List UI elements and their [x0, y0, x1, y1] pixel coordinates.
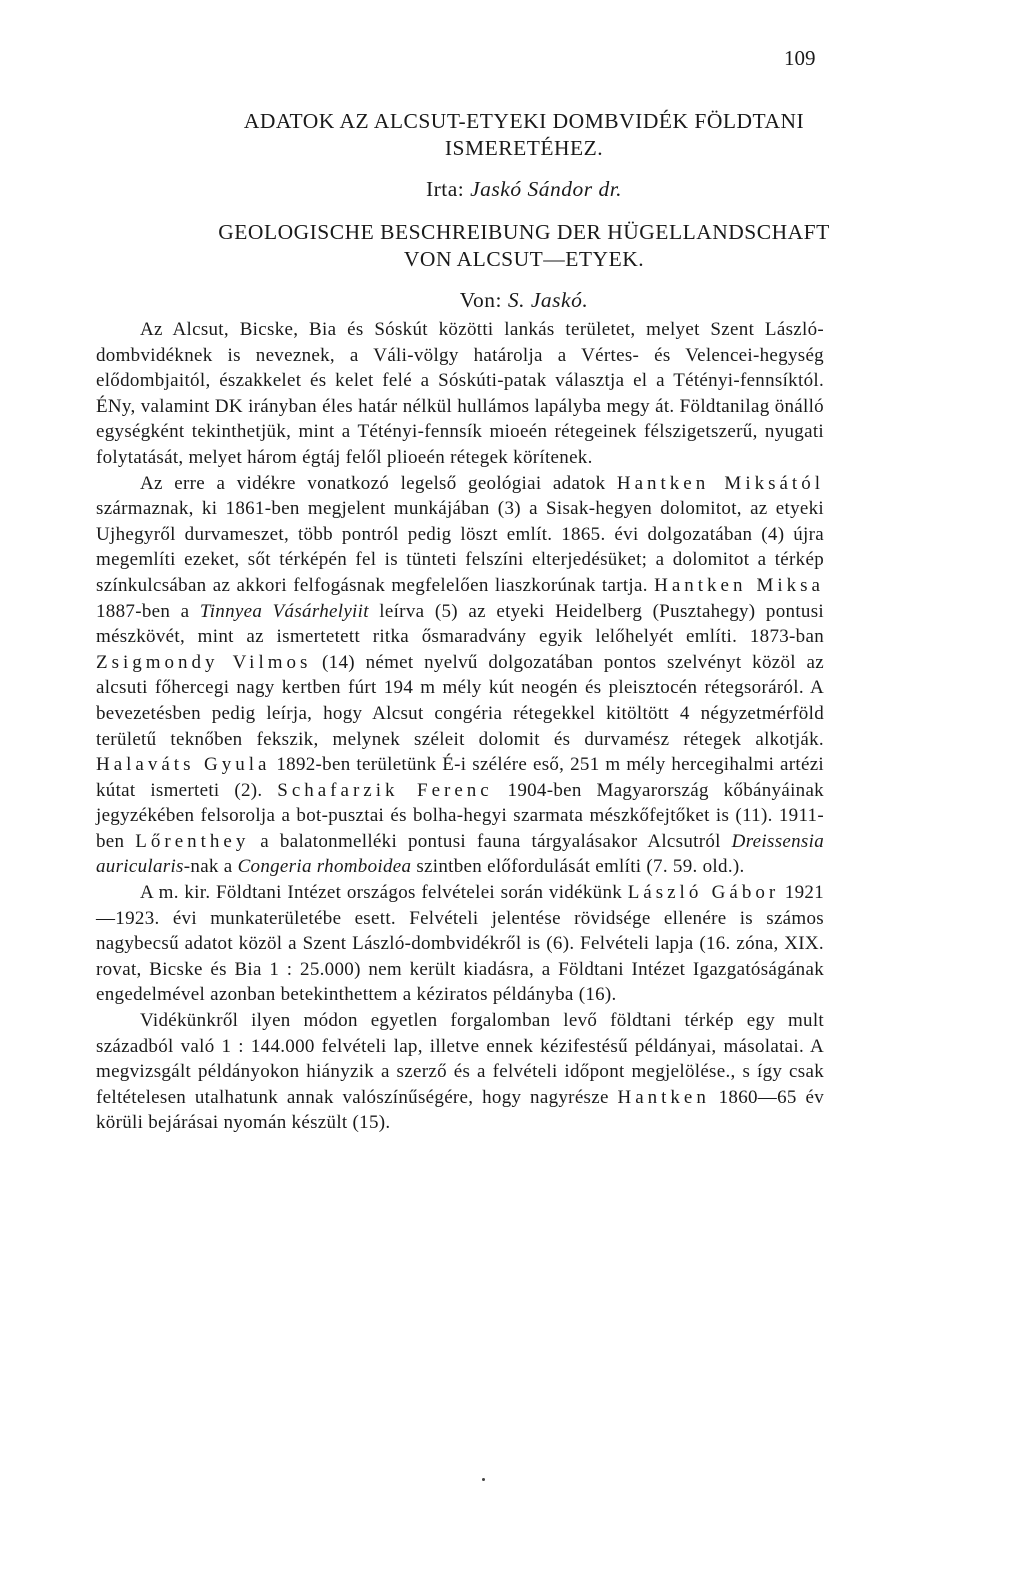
author-name: S. Jaskó. [507, 288, 589, 312]
cited-author: Lőrenthey [135, 830, 250, 852]
text-run: 1904-ben Magyarország kőbányáinak jegyzékében felsorolja a bot-pusztai és bolha-hegyi szarmata mészkőfejtőket is (11). 1911-ben [96, 779, 824, 852]
text-run: -nak a [183, 856, 238, 878]
species-name: Congeria rhomboidea [237, 856, 412, 878]
text-run: 1921—1923. évi munkaterületébe esett. Felvételi jelentése rövidsége ellenére is számos nagybecsű adatot közöl a Szent László-dombvidékről is (6). Felvételi lapja (16. zóna, XIX. rovat, Bicske és Bia 1 : 25.000) nem került kiadásra, a Földtani Intézet Igazgatóságának engedelmével azonban betekinthettem a kéziratos példányba (16). [96, 882, 824, 1006]
text-run: 1860—65 év körüli bejárásai nyomán készült (15). [96, 1086, 824, 1134]
cited-author: Hantken Miksától [616, 472, 824, 494]
text-run: a balatonmelléki pontusi fauna tárgyalásakor Alcsutról [249, 830, 732, 852]
paragraph-2 [96, 471, 824, 881]
text-run: A m. kir. Földtani Intézet országos felvételei során vidékünk [140, 882, 628, 904]
paragraph-1: Az Alcsut, Bicske, Bia és Sóskút közötti lankás területet, melyet Szent László-dombvidéknek is neveznek, a Váli-völgy határolja a Vértes- és Velencei-hegység elődombjaitól, északkelet és kelet felé a Sóskúti-patak választja el a Tétényi-fennsíktól. ÉNy, valamint DK irányban éles határ nélkül hullámos lapályba megy át. Földtanilag önálló egységként tekinthetjük, mint a Tétényi-fennsík mioeén rétegeinek félszigetszerű, nyugati folytatását, melyet három égtáj felől plioeén rétegek körítenek. [96, 319, 824, 468]
cited-author: Halaváts Gyula [96, 754, 271, 776]
article-title-german: GEOLOGISCHE BESCHREIBUNG DER HÜGELLANDSCHAFT VON ALCSUT—ETYEK. [218, 220, 830, 271]
cited-author: Hantken [617, 1086, 710, 1108]
text-run: származnak, ki 1861-ben megjelent munkájában (3) a Sisak-hegyen dolomitot, az etyeki Ujhegyről durvameszet, több pontról pedig löszt említ. 1865. évi dolgozatában (4) újra megemlíti ezeket, sőt térképén fel is tünteti felszíni elterjedésüket; a dolomitot a térkép színkulcsában az akkori felfogásnak megfelelően liaszkorúnak tartja. [96, 498, 824, 596]
species-name: Dreissensia auricularis [96, 830, 824, 878]
text-run: (14) német nyelvű dolgozatában pontos szelvényt közöl az alcsuti főhercegi nagy kertben fúrt 194 m mély kút neogén és pleisztocén rétegsoráról. A bevezetésben pedig leírja, hogy Alcsut congéria rétegekkel kitöltött 4 négyzetmérföld területű teknőben fekszik, melynek széleit dolomit és durvamész rétegek alkotják. [96, 651, 824, 750]
cited-author: Zsigmondy Vilmos [96, 651, 312, 673]
byline-prefix: Von: [459, 288, 503, 312]
cited-author: László Gábor [627, 882, 780, 904]
author-byline-german [0, 287, 1024, 314]
text-run: Az erre a vidékre vonatkozó legelső geológiai adatok [140, 472, 617, 494]
paragraph-3 [96, 880, 824, 1008]
byline-prefix: Irta: [425, 177, 465, 201]
text-run: szintben előfordulását említi (7. 59. old.). [411, 856, 745, 878]
page-number: 109 [784, 46, 816, 70]
article-body [96, 317, 824, 1136]
text-run: 1892-ben területünk É-i szélére eső, 251 m mély hercegihalmi artézi kútat ismerteti (2). [96, 754, 825, 801]
author-name: Jaskó Sándor dr. [470, 177, 623, 201]
author-byline-hungarian [0, 176, 1024, 203]
article-heading [0, 108, 1024, 314]
print-speck [482, 1478, 485, 1481]
cited-author: Hantken Miksa [654, 574, 824, 596]
text-run: 1887-ben a [96, 600, 200, 622]
paragraph-4 [96, 1008, 824, 1136]
text-run: Vidékünkről ilyen módon egyetlen forgalomban levő földtani térkép egy mult századból való 1 : 144.000 felvételi lap, illetve ennek kézifestésű példányai, másolatai. A megvizsgált példányokon hiányzik a szerző és a felvételi időpont megjelölése., s így csak feltételesen utalhatunk annak valószínűségére, hogy nagyrésze [96, 1010, 824, 1108]
cited-author: Schafarzik Ferenc [277, 779, 493, 801]
article-title-hungarian: ADATOK AZ ALCSUT-ETYEKI DOMBVIDÉK FÖLDTANI ISMERETÉHEZ. [243, 109, 805, 160]
text-run: leírva (5) az etyeki Heidelberg (Pusztahegy) pontusi mészkövét, mint az ismertetett ritka ősmaradvány egyik lelőhelyét említi. 1873-ban [96, 600, 824, 648]
species-name: Tinnyea Vásárhelyiit [199, 600, 369, 622]
